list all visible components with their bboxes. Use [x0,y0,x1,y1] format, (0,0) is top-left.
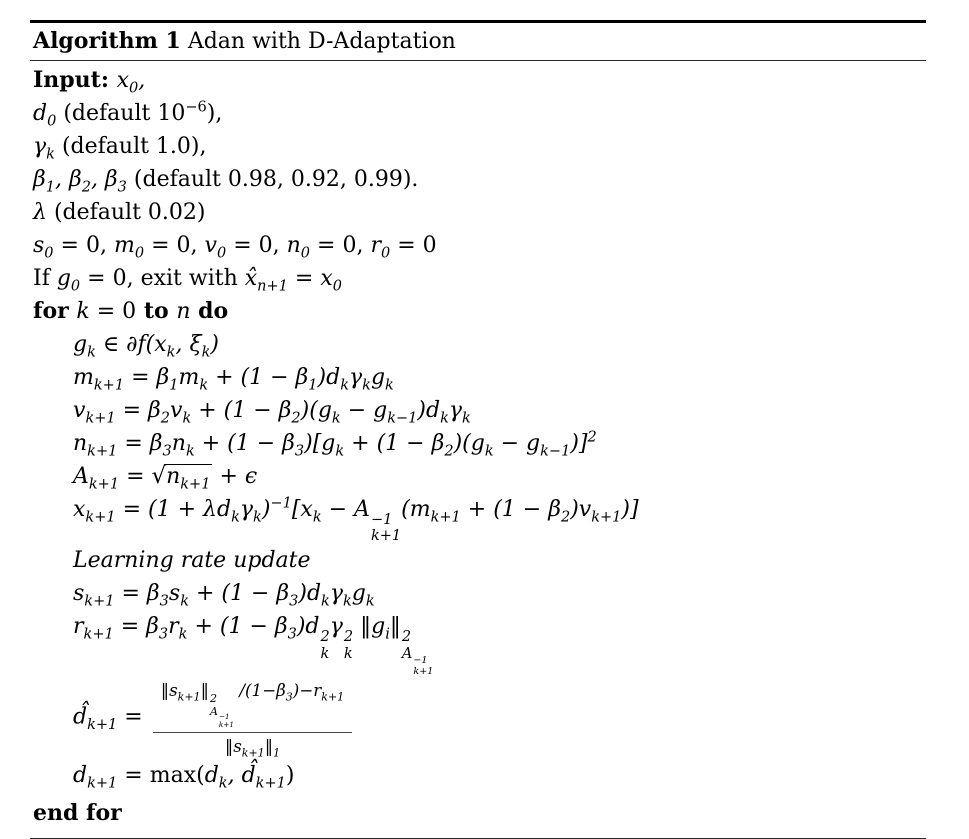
algorithm-line-5: λ (default 0.02) [33,200,206,225]
algorithm-line-6: $s_0 = 0$, $m_0 = 0$, $v_0 = 0$, $n_0 = 0$, $r_0 = 0$ [33,233,437,262]
algorithm-line-2: $d_0$ (default $10^{-6}$), [33,99,223,130]
algorithm-line-14: $x_{k+1} = (1 + \lambda d_k\gamma_k)^{-1}[x_k - A$ −1 k+1 $(m_{k+1} + (1 - \beta_2)v_{k+1})$] [73,495,639,545]
algorithm-line-10: $m_{k+1} = \beta_1m_k + (1 - \beta_1)d_k\gamma_kg_k$ [73,365,394,394]
algorithm-label: Algorithm 1 [33,28,181,54]
algorithm-title: Adan with D-Adaptation [180,29,456,54]
algorithm-figure [30,20,926,839]
algorithm-line-19: $d_{k+1} = \max(d_k$, $d̂_{k+1}$) [73,762,295,791]
bottom-rule [30,838,926,839]
algorithm-line-17: $r_{k+1} = \beta_3r_k + (1 - \beta_3)d$ 2 k γ 2 k $‖g_i‖$ 2 A −1 k+1 [73,614,434,677]
algorithm-line-4: $\beta_1$, $\beta_2$, $\beta_3$ (default 0.98, 0.92, 0.99). [33,167,419,196]
algorithm-line-3: $\gamma_k$ (default 1.0), [33,134,207,163]
algorithm-line-11: $v_{k+1} = \beta_2v_k + (1 - \beta_2)(g_k - g_{k-1})d_k\gamma_k$ [73,398,471,427]
algorithm-line-7: If $g_0 = 0$, exit with $x̂_{n+1} = x_0$ [33,266,343,295]
algorithm-line-13: $A_{k+1} = √n_{k+1} + \epsilon$ [73,463,258,493]
algorithm-line-20: end for [33,799,122,826]
algorithm-line-18: $d̂_{k+1}$ = $‖s_{k+1}‖$ 2 A −1 k+1 $/(1-\beta_3)-r_{k+1}$ $‖s_{k+1}‖_1$ [33,677,926,758]
algorithm-line-15: Learning rate update [73,548,311,574]
algorithm-line-9: $g_k$ ∈ $\partial f(x_k$, $\xi_k$) [73,332,219,361]
algorithm-line-1: Input: $x_0$, [33,67,146,97]
algorithm-line-8: for k = 0 to n do [33,298,229,324]
algorithm-line-16: $s_{k+1} = \beta_3s_k + (1 - \beta_3)d_k\gamma_kg_k$ [73,581,375,610]
algorithm-header [30,23,926,60]
algorithm-body [30,61,926,838]
algorithm-line-12: $n_{k+1} = \beta_3n_k + (1 - \beta_3)[g_k + (1 - \beta_2)(g_k - g_{k-1})]^2$ [73,429,597,460]
